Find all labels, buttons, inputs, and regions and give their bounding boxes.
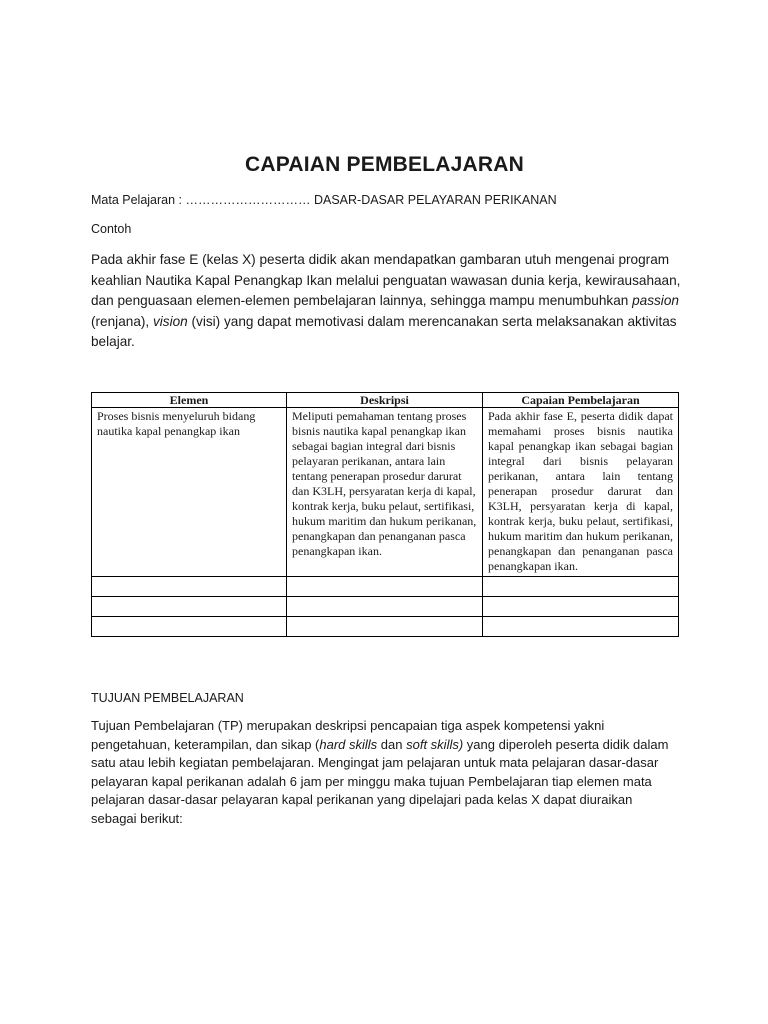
empty-cell — [287, 597, 483, 617]
example-label: Contoh — [91, 222, 132, 236]
tp-text-1: Tujuan Pembelajaran (TP) merupakan deskripsi pencapaian tiga aspek kompetensi yakni pengetahuan, keterampilan, dan sikap ( — [91, 718, 605, 752]
table-row — [92, 408, 679, 577]
intro-text-1: Pada akhir fase E (kelas X) peserta didik akan mendapatkan gambaran utuh mengenai program keahlian Nautika Kapal Penangkap Ikan melalui penguatan wawasan dunia kerja, kewirausahaan, dan penguasaan elemen-elemen pembelajaran lainnya, sehingga mampu menumbuhkan — [91, 252, 681, 308]
header-capaian: Capaian Pembelajaran — [483, 393, 679, 408]
table-row-empty — [92, 617, 679, 637]
subject-line: Mata Pelajaran : ………………………… DASAR-DASAR PELAYARAN PERIKANAN — [91, 193, 557, 207]
tp-paragraph — [91, 717, 681, 828]
empty-cell — [483, 617, 679, 637]
intro-text-3: (visi) yang dapat memotivasi dalam merencanakan serta melaksanakan aktivitas belajar. — [91, 313, 677, 349]
intro-vision: vision — [152, 313, 188, 329]
table-row-empty — [92, 597, 679, 617]
empty-cell — [92, 577, 287, 597]
cell-elemen: Proses bisnis menyeluruh bidang nautika kapal penangkap ikan — [92, 408, 287, 577]
intro-passion: passion — [632, 293, 679, 308]
table-row-empty — [92, 577, 679, 597]
cell-capaian: Pada akhir fase E, peserta didik dapat memahami proses bisnis nautika kapal penangkap ikan sebagai bagian integral dari bisnis pelayaran perikanan, antara lain tentang penerapan prosedur darurat dan K3LH, persyaratan kerja di kapal, kontrak kerja, buku pelaut, sertifikasi, hukum maritim dan hukum perikanan, penangkapan dan penanganan pasca penangkapan ikan. — [483, 408, 679, 577]
empty-cell — [92, 617, 287, 637]
empty-cell — [483, 597, 679, 617]
intro-paragraph — [91, 250, 681, 353]
table-header-row — [92, 393, 679, 408]
tp-text-2: dan — [377, 736, 407, 752]
page-title: CAPAIAN PEMBELAJARAN — [245, 153, 524, 176]
header-elemen: Elemen — [92, 393, 287, 408]
tp-hard-skills: hard skills — [319, 736, 378, 752]
tp-text-3: yang diperoleh peserta didik dalam satu atau lebih kegiatan pembelajaran. Mengingat jam pelajaran untuk mata pelajaran dasar-dasar pelayaran kapal perikanan adalah 6 jam per minggu maka tujuan Pembelajaran tiap elemen mata pelajaran dasar-dasar pelayaran kapal perikanan yang dipelajari pada kelas X dapat diuraikan sebagai berikut: — [91, 736, 669, 826]
empty-cell — [92, 597, 287, 617]
empty-cell — [287, 577, 483, 597]
header-deskripsi: Deskripsi — [287, 393, 483, 408]
learning-outcomes-table — [91, 392, 679, 637]
empty-cell — [287, 617, 483, 637]
intro-text-2: (renjana), — [91, 313, 153, 329]
cell-deskripsi: Meliputi pemahaman tentang proses bisnis nautika kapal penangkap ikan sebagai bagian integral dari bisnis pelayaran perikanan, antara lain tentang penerapan prosedur darurat dan K3LH, persyaratan kerja di kapal, kontrak kerja, buku pelaut, sertifikasi, hukum maritim dan hukum perikanan, penangkapan dan penanganan pasca penangkapan ikan. — [287, 408, 483, 577]
tp-soft-skills: soft skills) — [406, 736, 464, 752]
tp-heading: TUJUAN PEMBELAJARAN — [91, 691, 244, 705]
empty-cell — [483, 577, 679, 597]
